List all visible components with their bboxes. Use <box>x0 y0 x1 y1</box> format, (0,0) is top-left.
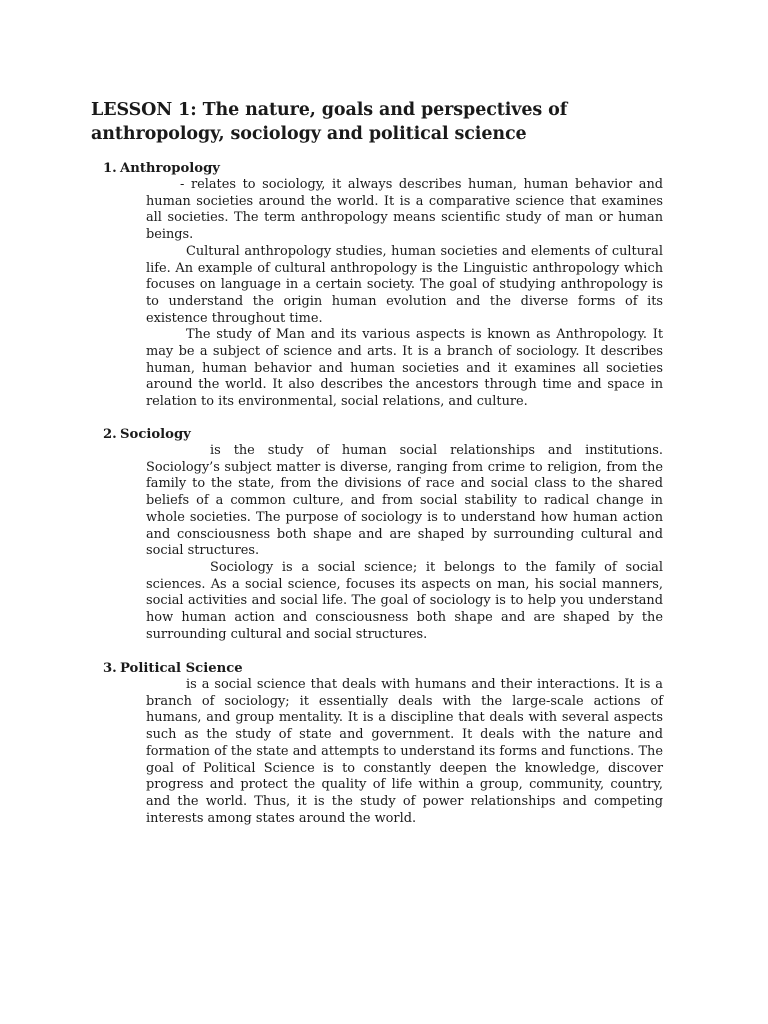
paragraph: Sociology is a social science; it belongs to the family of social sciences. As a social science, focuses its aspects on man, his social manners, social activities and social life. The goal of sociology is to help you understand how human action and consciousness both shape and are shaped by the surrounding cultural and social structures. <box>146 559 663 642</box>
paragraph: - relates to sociology, it always describes human, human behavior and human societies around the world. It is a comparative science that examines all societies. The term anthropology means scientific study of man or human beings. <box>146 177 663 243</box>
section-number: 1. <box>103 161 117 176</box>
section-number: 2. <box>103 427 117 442</box>
section-body <box>146 677 663 827</box>
section-heading <box>103 426 191 443</box>
paragraph: is the study of human social relationships and institutions. Sociology’s subject matter is diverse, ranging from crime to religion, from the family to the state, from the divisions of race and social class to the shared beliefs of a common culture, and from social stability to radical change in whole societies. The purpose of sociology is to understand how human action and consciousness both shape and are shaped by surrounding cultural and social structures. <box>146 443 663 559</box>
section-number: 3. <box>103 661 117 676</box>
section-title: Sociology <box>120 427 191 442</box>
paragraph: Cultural anthropology studies, human societies and elements of cultural life. An example of cultural anthropology is the Linguistic anthropology which focuses on language in a certain society. The goal of studying anthropology is to understand the origin human evolution and the diverse forms of its existence throughout time. <box>146 243 663 326</box>
paragraph: The study of Man and its various aspects is known as Anthropology. It may be a subject of science and arts. It is a branch of sociology. It describes human, human behavior and human societies and it examines all societies around the world. It also describes the ancestors through time and space in relation to its environmental, social relations, and culture. <box>146 327 663 410</box>
section-heading <box>103 660 243 677</box>
section-heading <box>103 160 220 177</box>
section-title: Political Science <box>120 661 243 676</box>
page-title: LESSON 1: The nature, goals and perspectives of anthropology, sociology and political science <box>91 100 568 144</box>
section-body <box>146 443 663 643</box>
section-body <box>146 177 663 411</box>
section-title: Anthropology <box>120 161 220 176</box>
paragraph: is a social science that deals with humans and their interactions. It is a branch of sociology; it essentially deals with the large-scale actions of humans, and group mentality. It is a discipline that deals with several aspects such as the study of state and government. It deals with the nature and formation of the state and attempts to understand its forms and functions. The goal of Political Science is to constantly deepen the knowledge, discover progress and protect the quality of life within a group, community, country, and the world. Thus, it is the study of power relationships and competing interests among states around the world. <box>146 677 663 826</box>
